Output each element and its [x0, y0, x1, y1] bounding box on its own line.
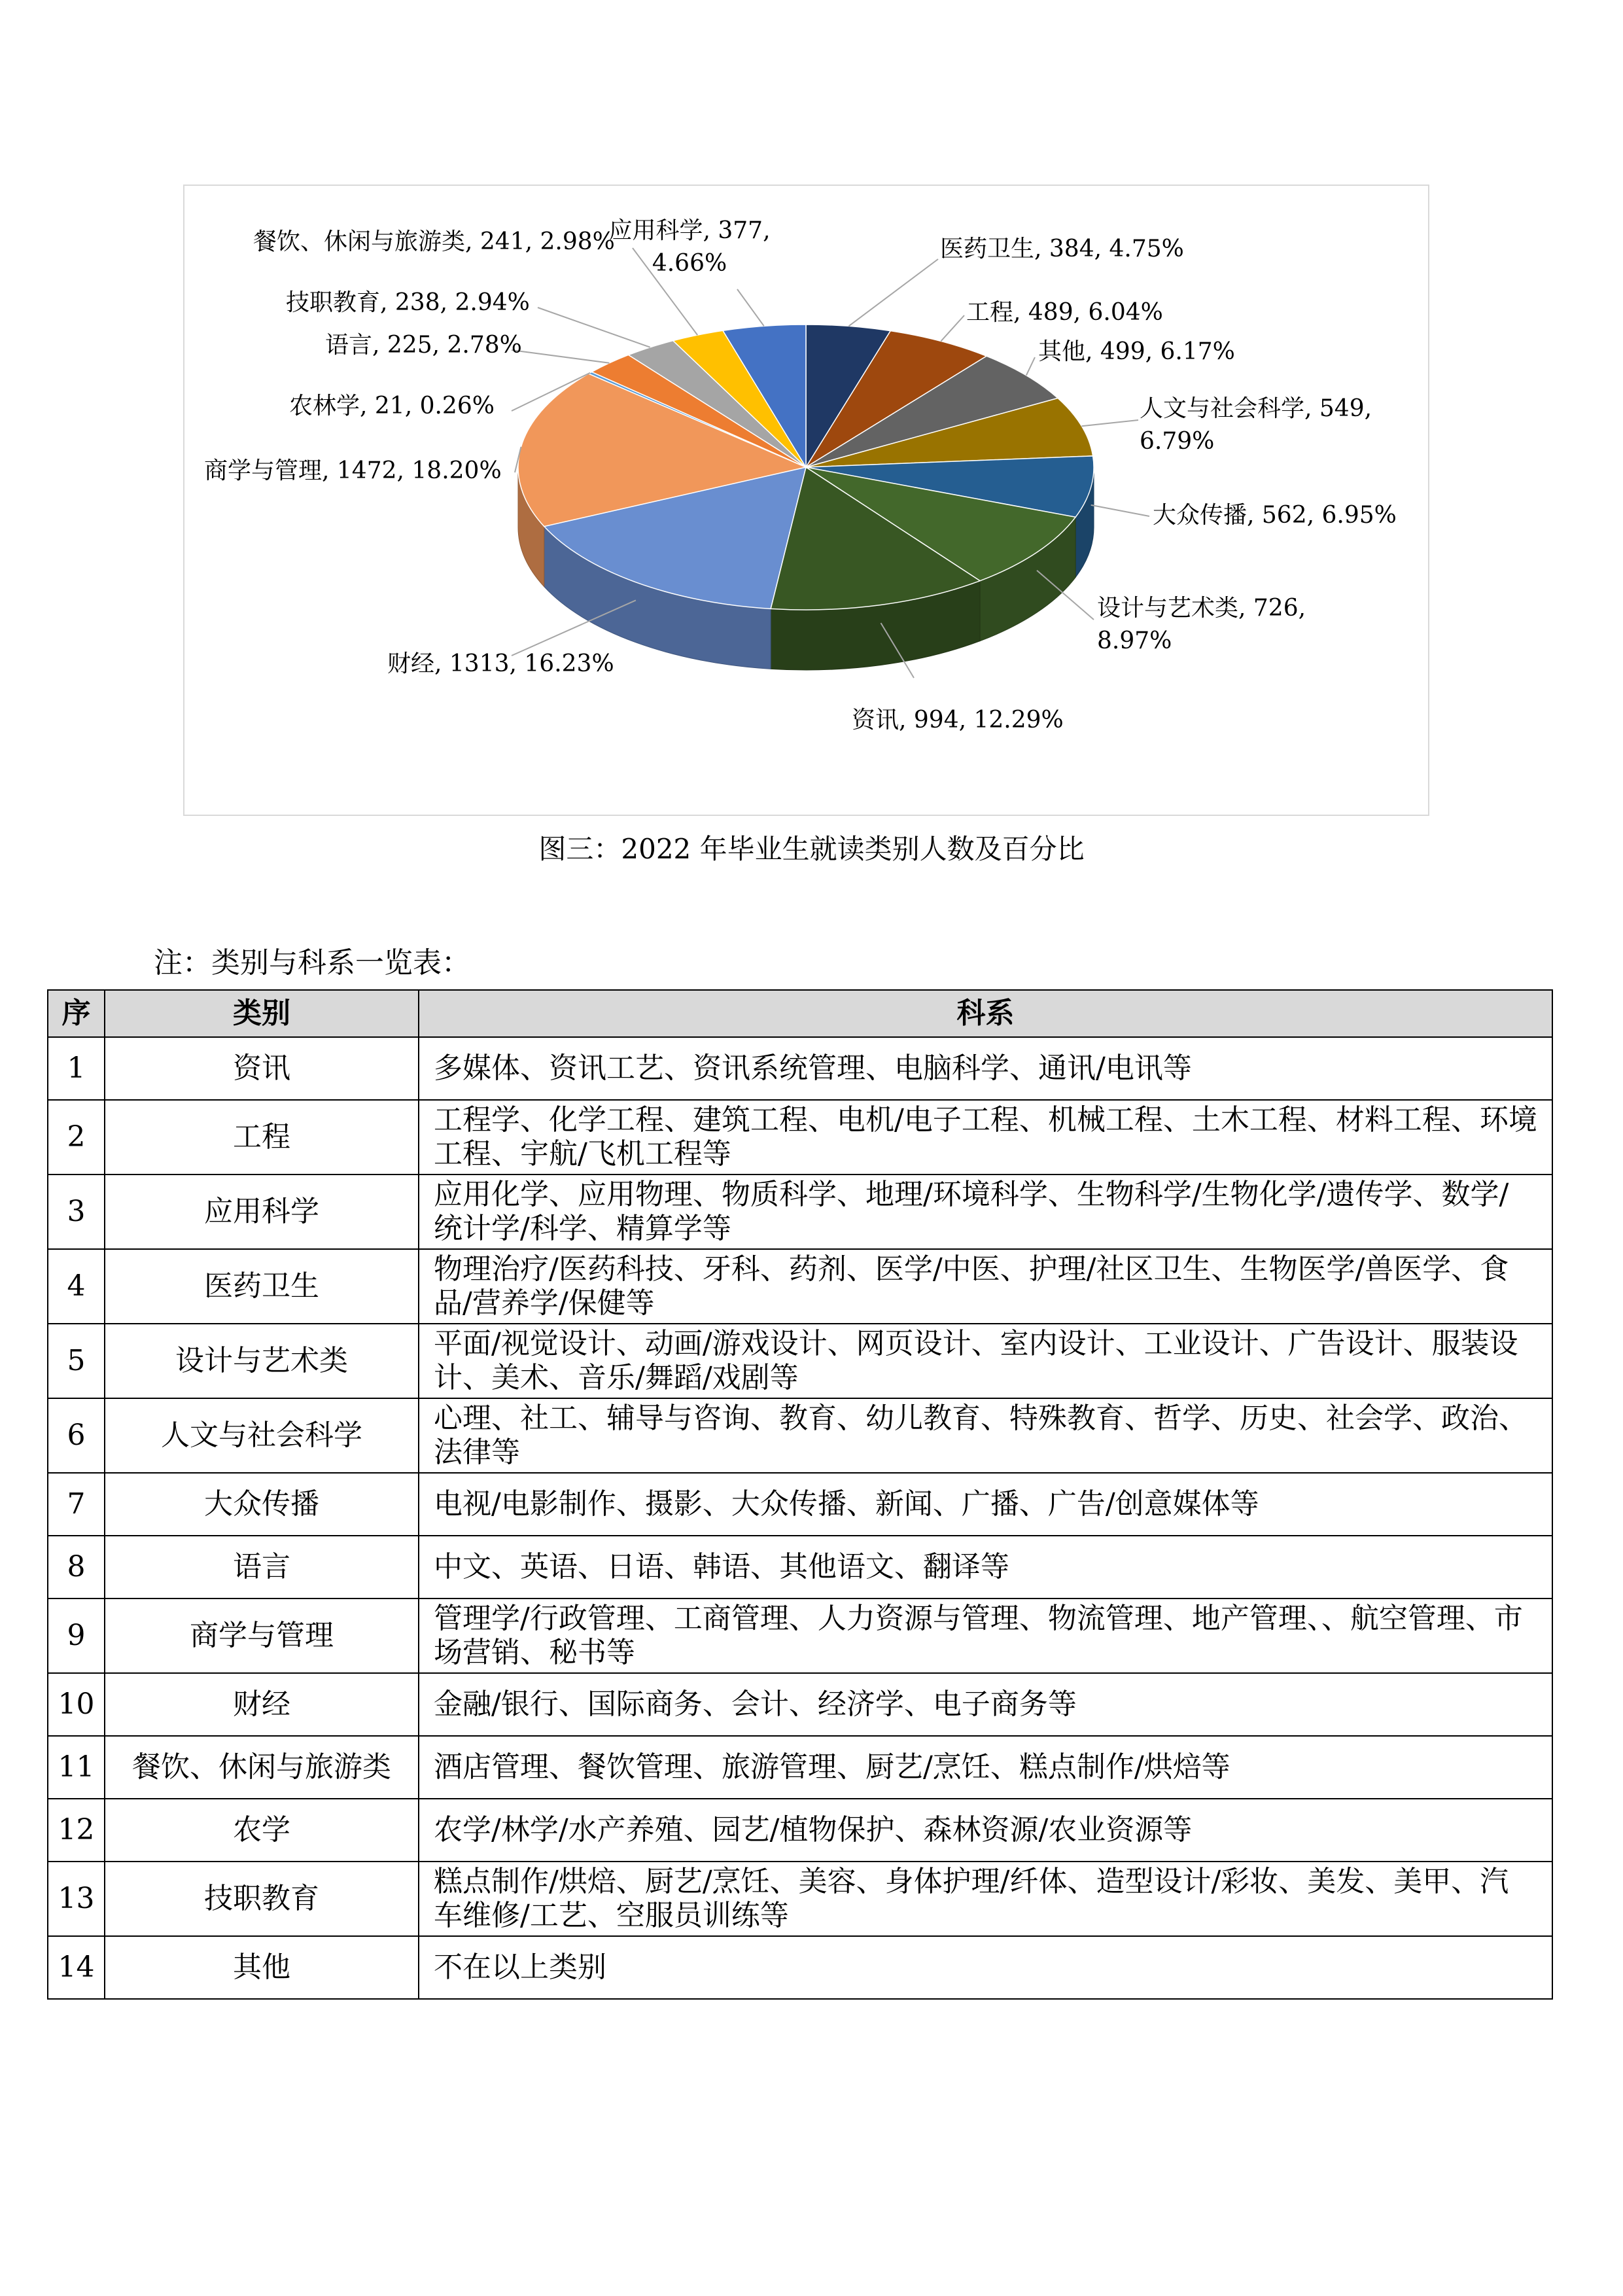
row-index: 14 [48, 1936, 105, 1999]
figure-caption: 图三：2022 年毕业生就读类别人数及百分比 [538, 833, 1085, 865]
pie-data-label-line: 6.79% [1140, 428, 1215, 455]
pie-data-label-line: 人文与社会科学, 549, [1140, 395, 1372, 422]
header-category: 类别 [105, 990, 419, 1037]
pie-leader-line [1081, 420, 1138, 426]
table-row [48, 1536, 1552, 1598]
row-index: 2 [48, 1100, 105, 1174]
row-departments: 金融/银行、国际商务、会计、经济学、电子商务等 [419, 1673, 1552, 1736]
table-row [48, 1037, 1552, 1100]
table-row [48, 1936, 1552, 1999]
row-category: 财经 [105, 1673, 419, 1736]
table-row [48, 1398, 1552, 1473]
row-category: 技职教育 [105, 1862, 419, 1936]
pie-leader-line [1091, 505, 1149, 516]
row-departments: 酒店管理、餐饮管理、旅游管理、厨艺/烹饪、糕点制作/烘焙等 [419, 1736, 1552, 1799]
row-category: 大众传播 [105, 1473, 419, 1536]
table-row [48, 1473, 1552, 1536]
pie-data-label: 其他, 499, 6.17% [1038, 338, 1235, 365]
pie-data-label: 语言, 225, 2.78% [325, 332, 522, 359]
row-departments: 物理治疗/医药科技、牙科、药剂、医学/中医、护理/社区卫生、生物医学/兽医学、食品/营养学/保健等 [419, 1249, 1552, 1324]
table-row [48, 1799, 1552, 1862]
pie-data-label: 农林学, 21, 0.26% [289, 393, 495, 419]
table-row [48, 1174, 1552, 1249]
row-departments: 农学/林学/水产养殖、园艺/植物保护、森林资源/农业资源等 [419, 1799, 1552, 1862]
table-row [48, 1673, 1552, 1736]
pie-leader-line [848, 259, 938, 326]
pie-data-label [1097, 595, 1306, 654]
row-index: 13 [48, 1862, 105, 1936]
row-index: 3 [48, 1174, 105, 1249]
pie-data-label-line: 8.97% [1097, 627, 1172, 654]
pie-data-label [608, 217, 770, 277]
table-row [48, 1100, 1552, 1174]
row-departments: 糕点制作/烘焙、厨艺/烹饪、美容、身体护理/纤体、造型设计/彩妆、美发、美甲、汽车维修/工艺、空服员训练等 [419, 1862, 1552, 1936]
row-index: 12 [48, 1799, 105, 1862]
pie-data-label: 资讯, 994, 12.29% [852, 707, 1064, 733]
pie-data-label: 技职教育, 238, 2.94% [286, 289, 530, 316]
pie-data-label: 餐饮、休闲与旅游类, 241, 2.98% [253, 228, 615, 255]
row-index: 6 [48, 1398, 105, 1473]
table-row [48, 1736, 1552, 1799]
header-index: 序 [48, 990, 105, 1037]
row-departments: 应用化学、应用物理、物质科学、地理/环境科学、生物科学/生物化学/遗传学、数学/统计学/科学、精算学等 [419, 1174, 1552, 1249]
row-category: 工程 [105, 1100, 419, 1174]
row-departments: 不在以上类别 [419, 1936, 1552, 1999]
header-departments: 科系 [419, 990, 1552, 1037]
row-departments: 中文、英语、日语、韩语、其他语文、翻译等 [419, 1536, 1552, 1598]
pie-leader-line [1026, 357, 1035, 376]
row-category: 设计与艺术类 [105, 1324, 419, 1398]
pie-data-label-line: 4.66% [652, 250, 727, 277]
table-header-row [48, 990, 1552, 1037]
table-row [48, 1862, 1552, 1936]
row-index: 11 [48, 1736, 105, 1799]
pie-leader-line [512, 350, 609, 363]
pie-data-label [1140, 395, 1372, 455]
row-category: 医药卫生 [105, 1249, 419, 1324]
pie-leader-line [538, 308, 650, 347]
row-category: 应用科学 [105, 1174, 419, 1249]
pie-data-label: 医药卫生, 384, 4.75% [940, 236, 1184, 262]
row-index: 9 [48, 1598, 105, 1673]
pie-data-label-line: 设计与艺术类, 726, [1097, 595, 1306, 622]
pie-data-label: 工程, 489, 6.04% [966, 299, 1163, 326]
row-departments: 工程学、化学工程、建筑工程、电机/电子工程、机械工程、土木工程、材料工程、环境工程、宇航/飞机工程等 [419, 1100, 1552, 1174]
row-index: 7 [48, 1473, 105, 1536]
row-category: 餐饮、休闲与旅游类 [105, 1736, 419, 1799]
row-category: 农学 [105, 1799, 419, 1862]
row-category: 语言 [105, 1536, 419, 1598]
table-row [48, 1324, 1552, 1398]
category-table [47, 989, 1553, 2000]
table-row [48, 1249, 1552, 1324]
row-departments: 平面/视觉设计、动画/游戏设计、网页设计、室内设计、工业设计、广告设计、服装设计、美术、音乐/舞蹈/戏剧等 [419, 1324, 1552, 1398]
pie-data-label-line: 应用科学, 377, [608, 217, 771, 244]
row-index: 5 [48, 1324, 105, 1398]
row-category: 资讯 [105, 1037, 419, 1100]
pie-chart [184, 186, 1431, 817]
table-note: 注：类别与科系一览表： [154, 946, 470, 980]
table-row [48, 1598, 1552, 1673]
row-departments: 电视/电影制作、摄影、大众传播、新闻、广播、广告/创意媒体等 [419, 1473, 1552, 1536]
pie-data-label: 商学与管理, 1472, 18.20% [204, 457, 502, 484]
pie-leader-line [737, 289, 764, 326]
pie-data-label: 财经, 1313, 16.23% [387, 650, 614, 677]
pie-leader-line [941, 315, 964, 342]
row-category: 人文与社会科学 [105, 1398, 419, 1473]
row-category: 其他 [105, 1936, 419, 1999]
row-category: 商学与管理 [105, 1598, 419, 1673]
pie-data-label: 大众传播, 562, 6.95% [1153, 502, 1397, 529]
pie-chart-frame [183, 185, 1429, 816]
row-index: 10 [48, 1673, 105, 1736]
pie-top-group [518, 325, 1094, 610]
row-departments: 管理学/行政管理、工商管理、人力资源与管理、物流管理、地产管理、、航空管理、市场营销、秘书等 [419, 1598, 1552, 1673]
row-index: 4 [48, 1249, 105, 1324]
row-departments: 多媒体、资讯工艺、资讯系统管理、电脑科学、通讯/电讯等 [419, 1037, 1552, 1100]
row-index: 8 [48, 1536, 105, 1598]
row-index: 1 [48, 1037, 105, 1100]
row-departments: 心理、社工、辅导与咨询、教育、幼儿教育、特殊教育、哲学、历史、社会学、政治、法律等 [419, 1398, 1552, 1473]
